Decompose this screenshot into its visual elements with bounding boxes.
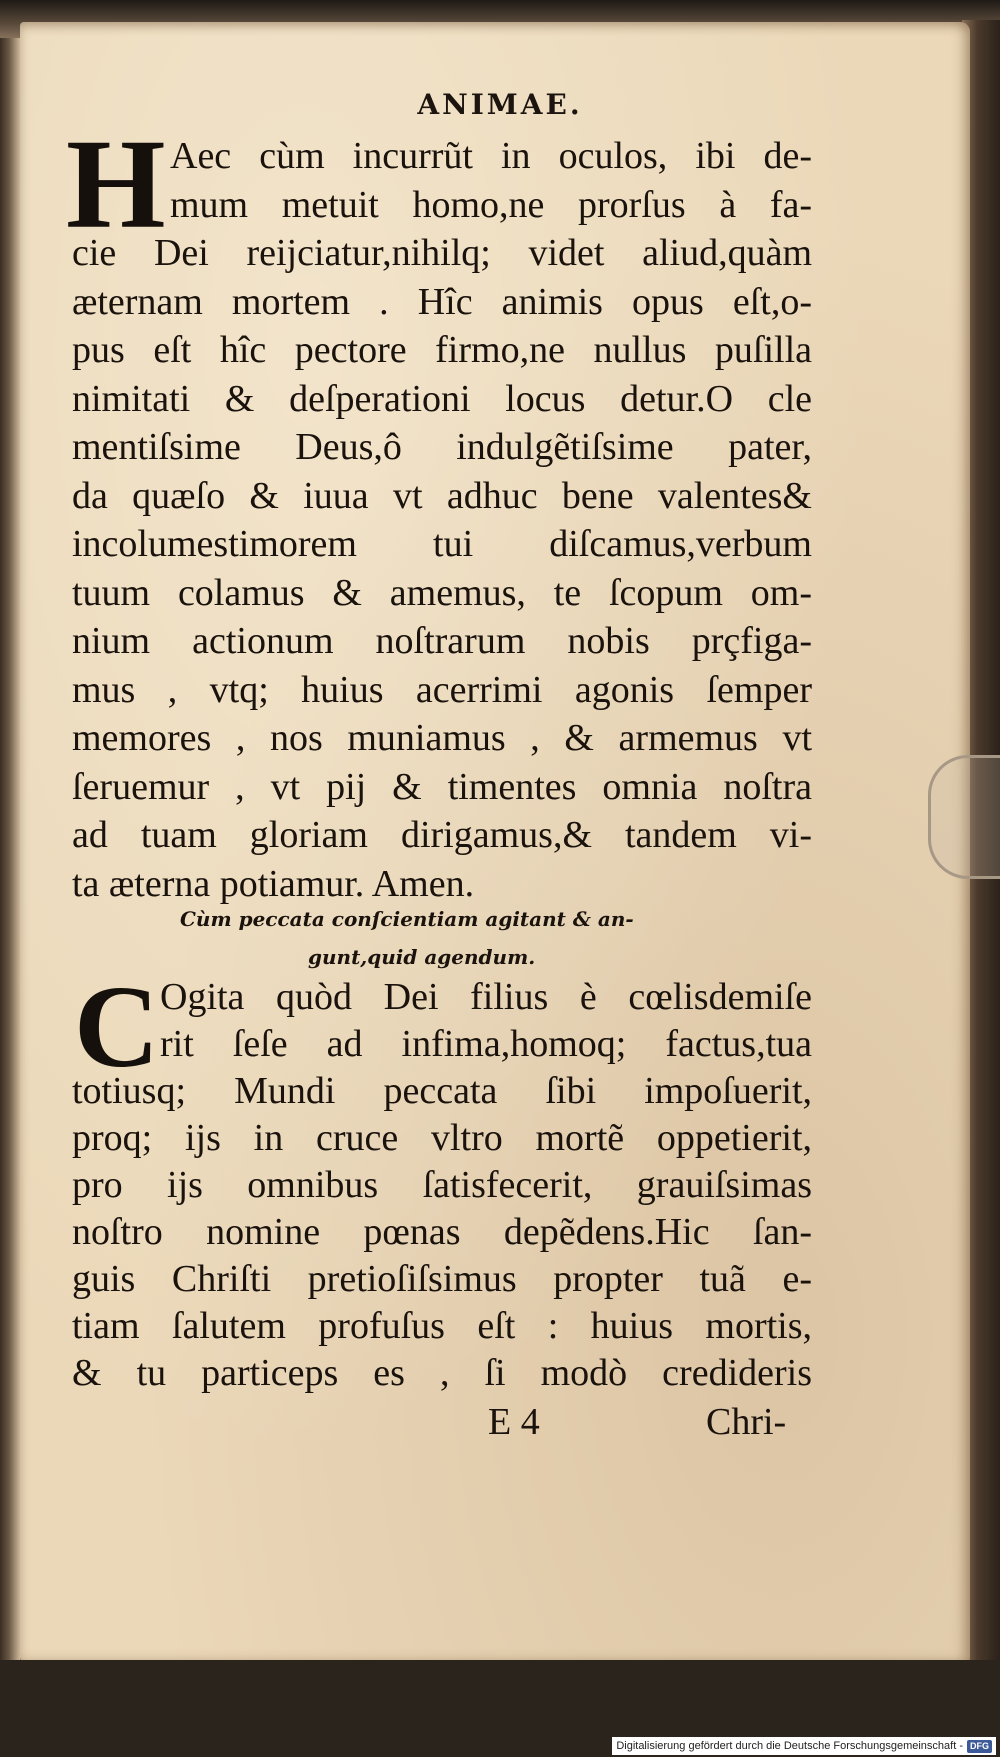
text-line: da quæſo & iuua vt adhuc bene valentes& bbox=[72, 474, 812, 517]
text-line: ad tuam gloriam dirigamus,& tandem vi- bbox=[72, 814, 812, 856]
text-line: proq; ijs in cruce vltro mortẽ oppetierit, bbox=[72, 1117, 812, 1159]
drop-cap-1: H bbox=[66, 113, 166, 255]
text-line: nimitati & deſperationi locus detur.O cle bbox=[72, 377, 812, 420]
book-left-edge bbox=[0, 38, 20, 1688]
dfg-logo-icon: DFG bbox=[967, 1740, 992, 1753]
text-line: tuum colamus & amemus, te ſcopum om- bbox=[72, 571, 812, 614]
text-line: incolumestimorem tui diſcamus,verbum bbox=[72, 523, 812, 565]
drop-cap-2: C bbox=[74, 961, 160, 1092]
heading-line: gunt,quid agendum. bbox=[308, 945, 536, 969]
text-line: æternam mortem . Hîc animis opus eſt,o- bbox=[72, 280, 812, 323]
catchword: Chri- bbox=[706, 1401, 787, 1443]
heading-line: Cùm peccata conſcientiam agitant & an- bbox=[180, 907, 634, 931]
text-line: mentiſsime Deus,ô indulgẽtiſsime pater, bbox=[72, 426, 812, 468]
text-line: guis Chriſti pretioſiſsimus propter tuã e- bbox=[72, 1258, 812, 1300]
running-head: ANIMAE. bbox=[417, 88, 583, 121]
credit-text: Digitalisierung gefördert durch die Deutsche Forschungsgemeinschaft - bbox=[616, 1740, 963, 1752]
section-heading bbox=[180, 900, 700, 976]
text-line: Aec cùm incurrũt in oculos, ibi de- bbox=[170, 135, 812, 177]
text-line: cie Dei reijciatur,nihilq; videt aliud,quàm bbox=[72, 232, 812, 274]
text-line: & tu particeps es , ſi modò credideris bbox=[72, 1352, 812, 1394]
text-line: tiam ſalutem profuſus eſt : huius mortis, bbox=[72, 1305, 812, 1347]
digitization-credit bbox=[612, 1737, 996, 1755]
text-line: noſtro nomine pœnas depẽdens.Hic ſan- bbox=[72, 1211, 812, 1253]
text-line: Ogita quòd Dei filius è cœlisdemiſe bbox=[160, 976, 812, 1018]
signature-mark: E 4 bbox=[488, 1401, 540, 1443]
text-line: pro ijs omnibus ſatisfecerit, grauiſsimas bbox=[72, 1164, 812, 1206]
text-line: mum metuit homo,ne prorſus à fa- bbox=[170, 183, 812, 226]
text-line: memores , nos muniamus , & armemus vt bbox=[72, 717, 812, 759]
page-clip bbox=[928, 755, 1000, 879]
text-line: pus eſt hîc pectore firmo,ne nullus puſilla bbox=[72, 329, 812, 371]
paragraph-2 bbox=[72, 974, 812, 1397]
text-line: ta æterna potiamur. Amen. bbox=[72, 862, 475, 905]
paragraph-1 bbox=[72, 132, 812, 908]
text-line: ſeruemur , vt pij & timentes omnia noſtra bbox=[72, 765, 812, 808]
text-line: rit ſeſe ad infima,homoq; factus,tua bbox=[160, 1023, 812, 1065]
text-line: nium actionum noſtrarum nobis prçfiga- bbox=[72, 620, 812, 662]
text-line: mus , vtq; huius acerrimi agonis ſemper bbox=[72, 668, 812, 711]
text-line: totiusq; Mundi peccata ſibi impoſuerit, bbox=[72, 1070, 812, 1112]
